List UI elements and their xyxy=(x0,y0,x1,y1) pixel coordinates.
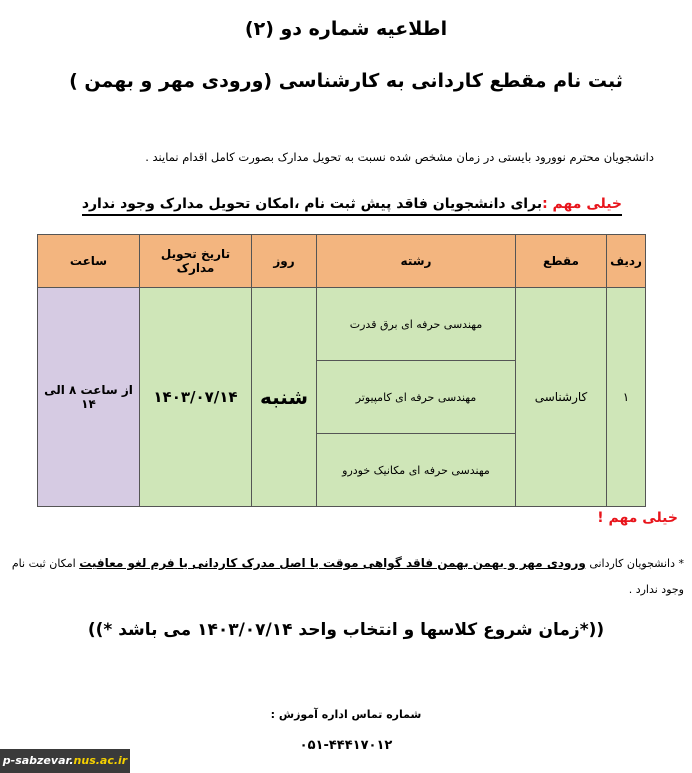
contact-phone: ۰۵۱-۴۴۴۱۷۰۱۲ xyxy=(299,738,393,753)
header-hour: ساعت xyxy=(38,235,140,288)
header-day: روز xyxy=(252,235,317,288)
important-notice-2: خیلی مهم ! xyxy=(597,510,678,526)
cell-major-mechanic: مهندسی حرفه ای مکانیک خودرو xyxy=(317,434,516,507)
note-prefix: * دانشجویان کاردانی xyxy=(589,557,684,570)
note-paragraph xyxy=(8,550,684,603)
header-level: مقطع xyxy=(516,235,607,288)
cell-level: کارشناسی xyxy=(516,288,607,507)
page-subtitle: ثبت نام مقطع کاردانی به کارشناسی (ورودی مهر و بهمن ) xyxy=(69,70,623,92)
site-badge-part1: p-sabzevar. xyxy=(2,754,74,767)
intro-text: دانشجویان محترم نوورود بایستی در زمان مشخص شده نسبت به تحویل مدارک بصورت کامل اقدام نمایند . xyxy=(145,150,654,164)
table-header-row xyxy=(38,235,646,288)
cell-major-computer: مهندسی حرفه ای کامپیوتر xyxy=(317,361,516,434)
contact-title: شماره تماس اداره آموزش : xyxy=(270,708,422,721)
cell-day: شنبه xyxy=(252,288,317,507)
important-text: برای دانشجویان فاقد پیش ثبت نام ،امکان تحویل مدارک وجود ندارد xyxy=(81,196,543,212)
page-title: اطلاعیه شماره دو (۲) xyxy=(244,18,448,40)
important-notice xyxy=(82,196,622,216)
cell-major-power: مهندسی حرفه ای برق قدرت xyxy=(317,288,516,361)
cell-date: ۱۴۰۳/۰۷/۱۴ xyxy=(140,288,252,507)
site-badge xyxy=(0,749,130,773)
header-date: تاریخ تحویل مدارک xyxy=(140,235,252,288)
important-label: خیلی مهم : xyxy=(542,196,622,212)
classes-start-notice: ((*زمان شروع کلاسها و انتخاب واحد ۱۴۰۳/۰۷/۱۴ می باشد *)) xyxy=(87,620,605,640)
header-major: رشته xyxy=(317,235,516,288)
note-bold: ورودی مهر و بهمن بهمن فاقد گواهی موقت یا اصل مدرک کاردانی یا فرم لغو معافیت xyxy=(79,556,586,570)
cell-row-number: ۱ xyxy=(607,288,646,507)
site-badge-part2: nus.ac.ir xyxy=(73,754,128,767)
note-suffix: امکان ثبت نام وجود ندارد . xyxy=(11,557,684,596)
header-row-number: ردیف xyxy=(607,235,646,288)
schedule-table xyxy=(37,234,646,507)
table-row xyxy=(38,288,646,361)
cell-hour: از ساعت ۸ الی ۱۴ xyxy=(38,288,140,507)
